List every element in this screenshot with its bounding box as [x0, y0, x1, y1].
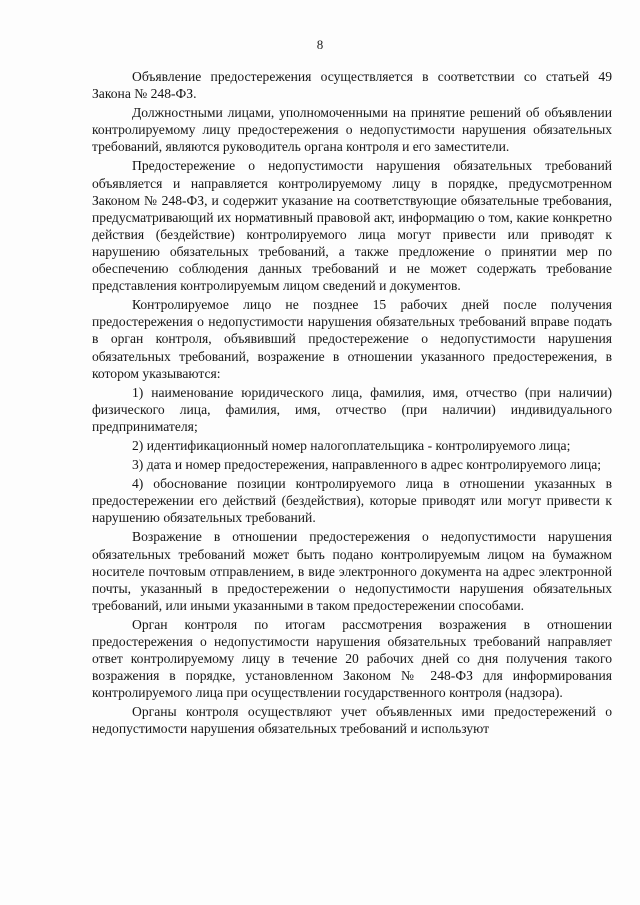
page-number: 8 — [316, 37, 324, 52]
paragraph-warning-content: Предостережение о недопустимости нарушения обязательных требований объявляется и направляется контролируемому лицу в порядке, предусмотренном Законом № 248-ФЗ, и содержит указание на соответствующие обязательные требования, предусматривающий их нормативный правовой акт, информацию о том, какие конкретно действия (бездействие) контролируемого лица могут привести или приводят к нарушению обязательных требований, а также предложение о принятии мер по обеспечению соблюдения данных требований и не может содержать требование представления контролируемым лицом сведений и документов. — [92, 158, 612, 294]
document-body — [92, 68, 612, 740]
list-item-2: 2) идентификационный номер налогоплательщика - контролируемого лица; — [132, 437, 571, 453]
list-item-4: 4) обоснование позиции контролируемого лица в отношении указанных в предостережении его действий (бездействия), которые приводят или могут привести к нарушению обязательных требований. — [92, 476, 612, 526]
list-item-3: 3) дата и номер предостережения, направленного в адрес контролируемого лица; — [132, 457, 602, 473]
list-item-1: 1) наименование юридического лица, фамилия, имя, отчество (при наличии) физического лица, фамилия, имя, отчество (при наличии) индивидуального предпринимателя; — [92, 384, 612, 434]
paragraph-authorized-officials: Должностными лицами, уполномоченными на принятие решений об объявлении контролируемому лицу предостережения о недопустимости нарушения обязательных требований, являются руководитель органа контроля и его заместители. — [92, 105, 612, 155]
paragraph-objection-response: Орган контроля по итогам рассмотрения возражения в отношении предостережения о недопустимости нарушения обязательных требований направляет ответ контролируемому лицу в течение 20 рабочих дней со дня получения такого возражения в порядке, установленном Законом № 248-ФЗ для информирования контролируемого лица при осуществлении государственного контроля (надзора). — [92, 616, 612, 701]
paragraph-announcement-basis: Объявление предостережения осуществляется в соответствии со статьей 49 Закона № 248-ФЗ. — [92, 69, 612, 102]
paragraph-warnings-accounting: Органы контроля осуществляют учет объявленных ими предостережений о недопустимости нарушения обязательных требований и используют — [92, 704, 612, 737]
paragraph-objection-submission: Возражение в отношении предостережения о недопустимости нарушения обязательных требований может быть подано контролируемым лицом на бумажном носителе почтовым отправлением, в виде электронного документа на адрес электронной почты, указанный в предостережении о недопустимости нарушения обязательных требований, или иными указанными в таком предостережении способами. — [92, 529, 612, 613]
paragraph-objection-right: Контролируемое лицо не позднее 15 рабочих дней после получения предостережения о недопустимости нарушения обязательных требований вправе подать в орган контроля, объявивший предостережение о недопустимости нарушения обязательных требований, возражение в отношении указанного предостережения, в котором указываются: — [92, 297, 612, 381]
